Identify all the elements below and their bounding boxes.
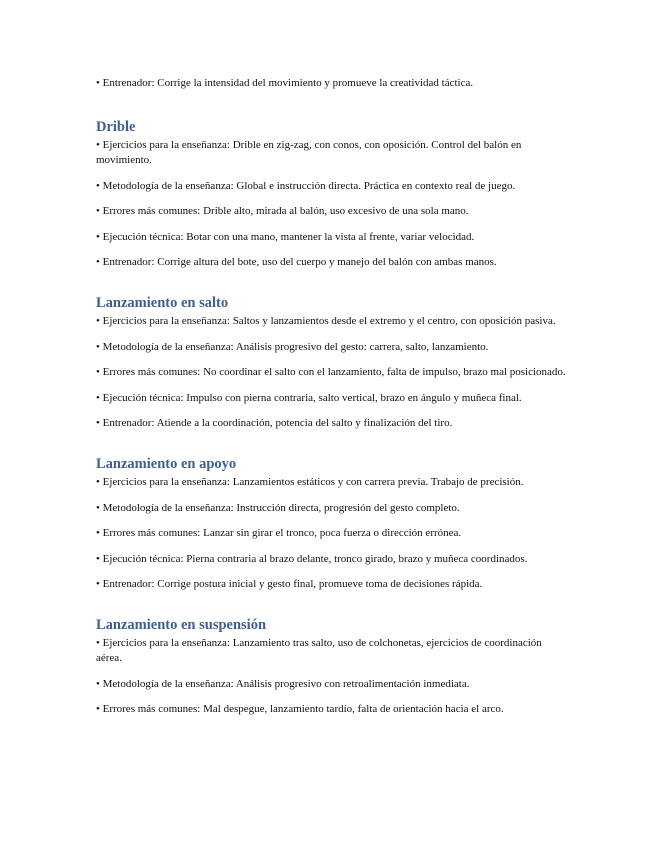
list-item: • Errores más comunes: No coordinar el salto con el lanzamiento, falta de impulso, brazo mal posicionado. — [96, 366, 566, 378]
list-item: • Errores más comunes: Mal despegue, lanzamiento tardío, falta de orientación hacia el arco. — [96, 703, 504, 715]
list-item: • Ejecución técnica: Impulso con pierna contraria, salto vertical, brazo en ángulo y muñeca final. — [96, 391, 522, 404]
section-lanzamiento-en-suspension — [96, 616, 566, 717]
list-item: • Metodología de la enseñanza: Global e instrucción directa. Práctica en contexto real de juego. — [96, 179, 516, 192]
document-body — [96, 76, 566, 728]
list-item: • Entrenador: Atiende a la coordinación, potencia del salto y finalización del tiro. — [96, 417, 453, 429]
list-item: • Errores más comunes: Lanzar sin girar el tronco, poca fuerza o dirección errónea. — [96, 527, 462, 539]
list-item: • Ejecución técnica: Pierna contraria al brazo delante, tronco girado, brazo y muñeca coordinados. — [96, 552, 528, 565]
list-item: • Ejercicios para la enseñanza: Lanzamientos estáticos y con carrera previa. Trabajo de precisión. — [96, 476, 524, 488]
list-item: • Entrenador: Corrige postura inicial y gesto final, promueve toma de decisiones rápida. — [96, 578, 483, 590]
section-lanzamiento-en-salto — [96, 294, 566, 431]
section-heading: Lanzamiento en suspensión — [96, 617, 267, 633]
list-item: • Metodología de la enseñanza: Análisis progresivo con retroalimentación inmediata. — [96, 677, 470, 690]
list-item: • Ejercicios para la enseñanza: Lanzamiento tras salto, uso de colchonetas, ejercicios de coordinación aérea. — [96, 637, 542, 664]
list-item: • Entrenador: Corrige altura del bote, uso del cuerpo y manejo del balón con ambas manos. — [96, 256, 497, 268]
section-heading: Lanzamiento en apoyo — [96, 456, 237, 472]
list-item: • Ejecución técnica: Botar con una mano, mantener la vista al frente, variar velocidad. — [96, 230, 475, 243]
section-heading: Lanzamiento en salto — [96, 295, 229, 311]
section-lanzamiento-en-apoyo — [96, 455, 566, 592]
list-item: • Ejercicios para la enseñanza: Drible en zig-zag, con conos, con oposición. Control del balón en movimiento. — [96, 139, 522, 166]
list-item: • Errores más comunes: Drible alto, mirada al balón, uso excesivo de una sola mano. — [96, 205, 469, 217]
list-item: • Metodología de la enseñanza: Análisis progresivo del gesto: carrera, salto, lanzamiento. — [96, 340, 489, 353]
section-drible — [96, 118, 566, 270]
list-item: • Ejercicios para la enseñanza: Saltos y lanzamientos desde el extremo y el centro, con oposición pasiva. — [96, 315, 556, 327]
list-item: • Metodología de la enseñanza: Instrucción directa, progresión del gesto completo. — [96, 501, 460, 514]
intro-paragraph: • Entrenador: Corrige la intensidad del movimiento y promueve la creatividad táctica. — [96, 77, 474, 89]
section-heading: Drible — [96, 119, 136, 135]
